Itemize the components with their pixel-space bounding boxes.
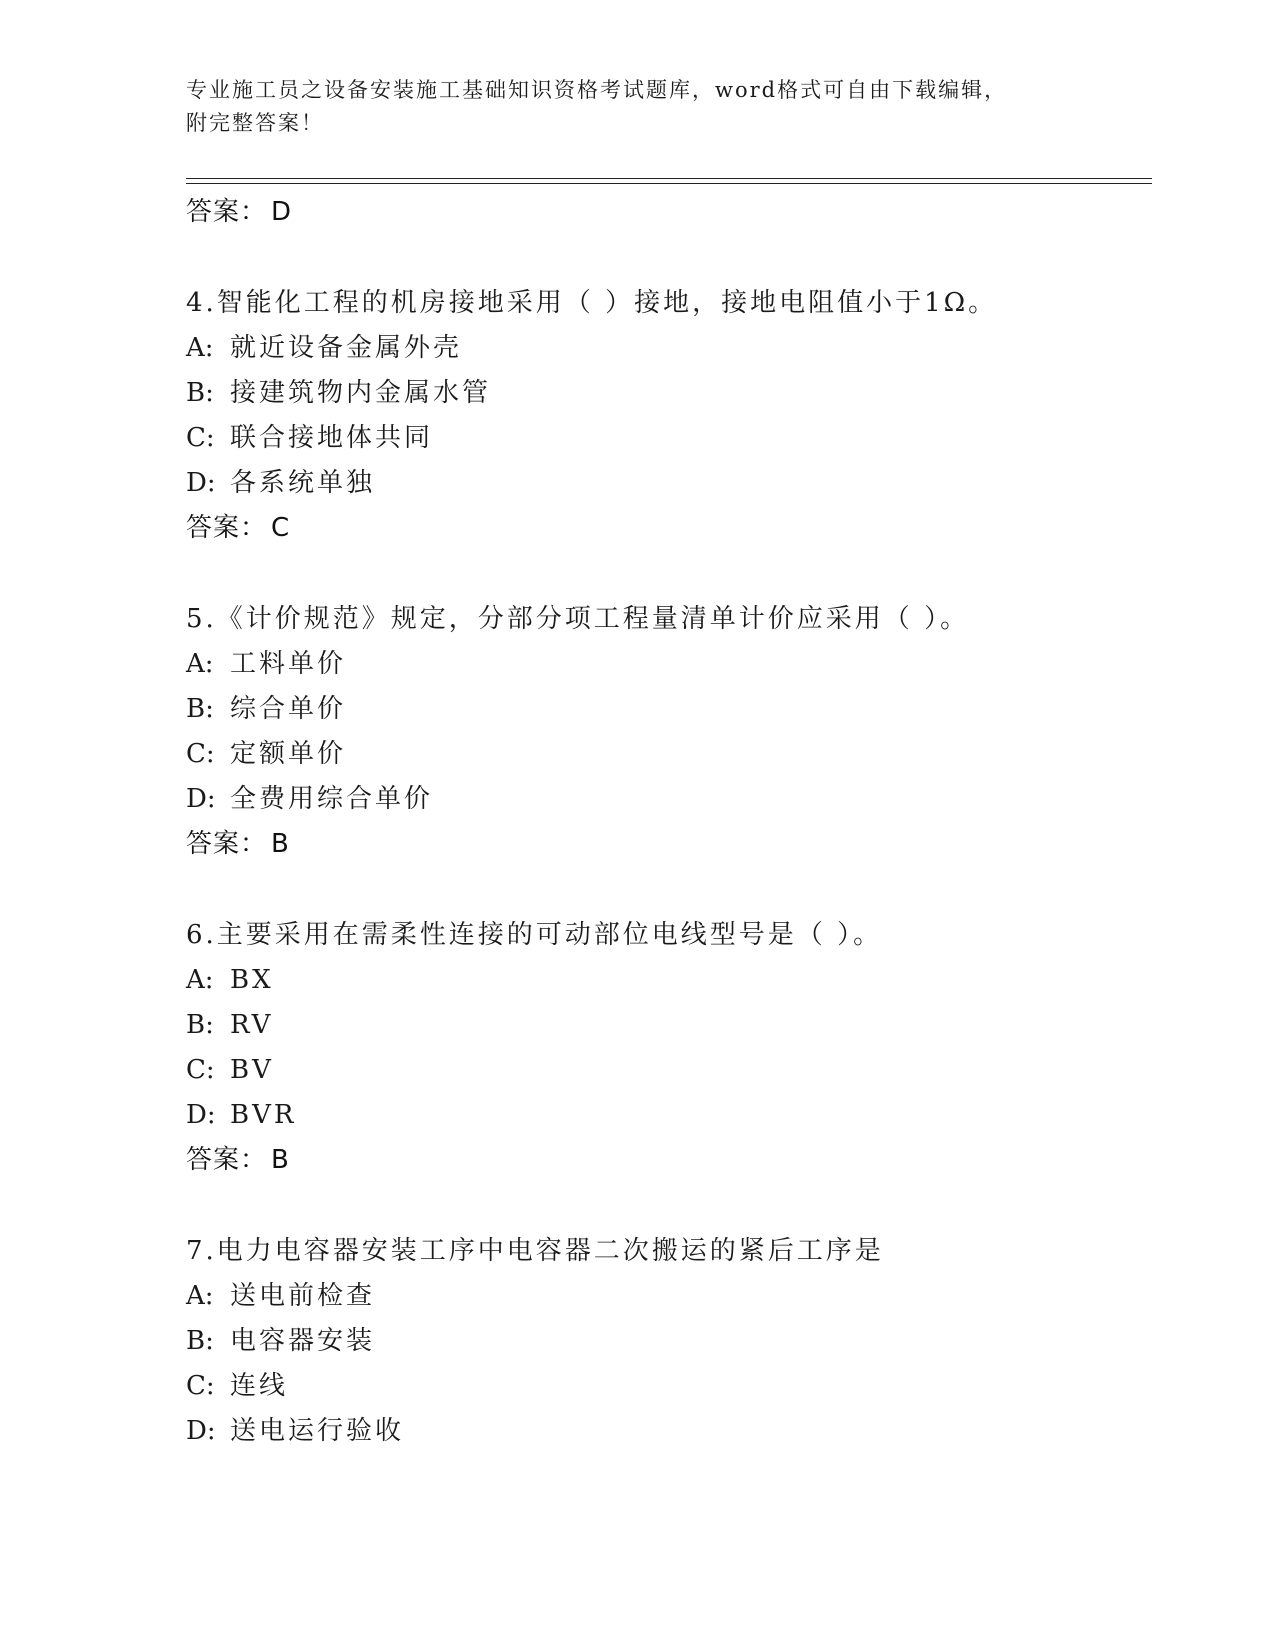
option-letter: C:: [186, 739, 215, 769]
option-letter: D:: [186, 1416, 216, 1446]
spacer: [186, 235, 1146, 281]
option-d: [186, 1409, 1146, 1454]
option-a: [186, 958, 1146, 1003]
question-5: [186, 597, 1146, 867]
option-letter: D:: [186, 784, 216, 814]
option-letter: D:: [186, 468, 216, 498]
page-header: [186, 74, 1086, 140]
option-text: 接建筑物内金属水管: [230, 378, 492, 408]
option-letter: C:: [186, 423, 215, 453]
answer-value: B: [271, 829, 290, 859]
answer-value: B: [271, 1145, 290, 1175]
answer-value: C: [271, 513, 291, 543]
option-letter: A:: [186, 965, 214, 995]
option-letter: A:: [186, 1281, 214, 1311]
option-d: [186, 1093, 1146, 1138]
spacer: [186, 551, 1146, 597]
spacer: [186, 867, 1146, 913]
option-letter: C:: [186, 1371, 215, 1401]
option-b: [186, 371, 1146, 416]
option-c: [186, 732, 1146, 777]
option-text: 电容器安装: [230, 1326, 376, 1356]
option-text: 综合单价: [230, 694, 347, 724]
header-divider-bottom: [186, 183, 1152, 184]
option-letter: B:: [186, 694, 214, 724]
question-4: [186, 281, 1146, 551]
answer-label: 答案：: [186, 1145, 268, 1175]
option-a: [186, 642, 1146, 687]
option-letter: B:: [186, 378, 214, 408]
option-letter: C:: [186, 1055, 215, 1085]
answer-label: 答案：: [186, 513, 268, 543]
answer-line: [186, 1138, 1146, 1183]
option-text: BV: [230, 1055, 274, 1085]
option-text: RV: [230, 1010, 274, 1040]
option-a: [186, 326, 1146, 371]
header-line-2: 附完整答案！: [186, 111, 324, 135]
option-b: [186, 687, 1146, 732]
question-text: 6.主要采用在需柔性连接的可动部位电线型号是（ ）。: [186, 920, 883, 950]
answer-value: D: [271, 197, 293, 227]
option-text: 全费用综合单价: [230, 784, 434, 814]
option-text: 送电前检查: [230, 1281, 376, 1311]
answer-label: 答案：: [186, 197, 268, 227]
question-text: 4.智能化工程的机房接地采用（ ）接地，接地电阻值小于1Ω。: [186, 288, 998, 318]
option-c: [186, 416, 1146, 461]
option-text: 连线: [230, 1371, 289, 1401]
header-divider-top: [186, 178, 1152, 179]
option-letter: A:: [186, 333, 214, 363]
answer-label: 答案：: [186, 829, 268, 859]
option-letter: A:: [186, 649, 214, 679]
option-d: [186, 777, 1146, 822]
answer-line: [186, 822, 1146, 867]
option-b: [186, 1319, 1146, 1364]
option-text: BX: [230, 965, 274, 995]
option-text: 就近设备金属外壳: [230, 333, 463, 363]
option-d: [186, 461, 1146, 506]
option-letter: D:: [186, 1100, 216, 1130]
option-a: [186, 1274, 1146, 1319]
option-text: 定额单价: [230, 739, 347, 769]
question-text: 7.电力电容器安装工序中电容器二次搬运的紧后工序是: [186, 1236, 884, 1266]
option-c: [186, 1364, 1146, 1409]
question-6: [186, 913, 1146, 1183]
answer-line: [186, 190, 1146, 235]
option-letter: B:: [186, 1326, 214, 1356]
option-text: BVR: [230, 1100, 297, 1130]
option-text: 工料单价: [230, 649, 347, 679]
question-list: [186, 190, 1146, 1454]
answer-line: [186, 506, 1146, 551]
option-b: [186, 1003, 1146, 1048]
option-c: [186, 1048, 1146, 1093]
option-text: 送电运行验收: [230, 1416, 405, 1446]
option-letter: B:: [186, 1010, 214, 1040]
header-line-1: 专业施工员之设备安装施工基础知识资格考试题库，word格式可自由下载编辑，: [186, 78, 1008, 102]
option-text: 各系统单独: [230, 468, 376, 498]
question-text: 5.《计价规范》规定，分部分项工程量清单计价应采用（ ）。: [186, 604, 970, 634]
question-7: [186, 1229, 1146, 1454]
spacer: [186, 1183, 1146, 1229]
option-text: 联合接地体共同: [230, 423, 434, 453]
